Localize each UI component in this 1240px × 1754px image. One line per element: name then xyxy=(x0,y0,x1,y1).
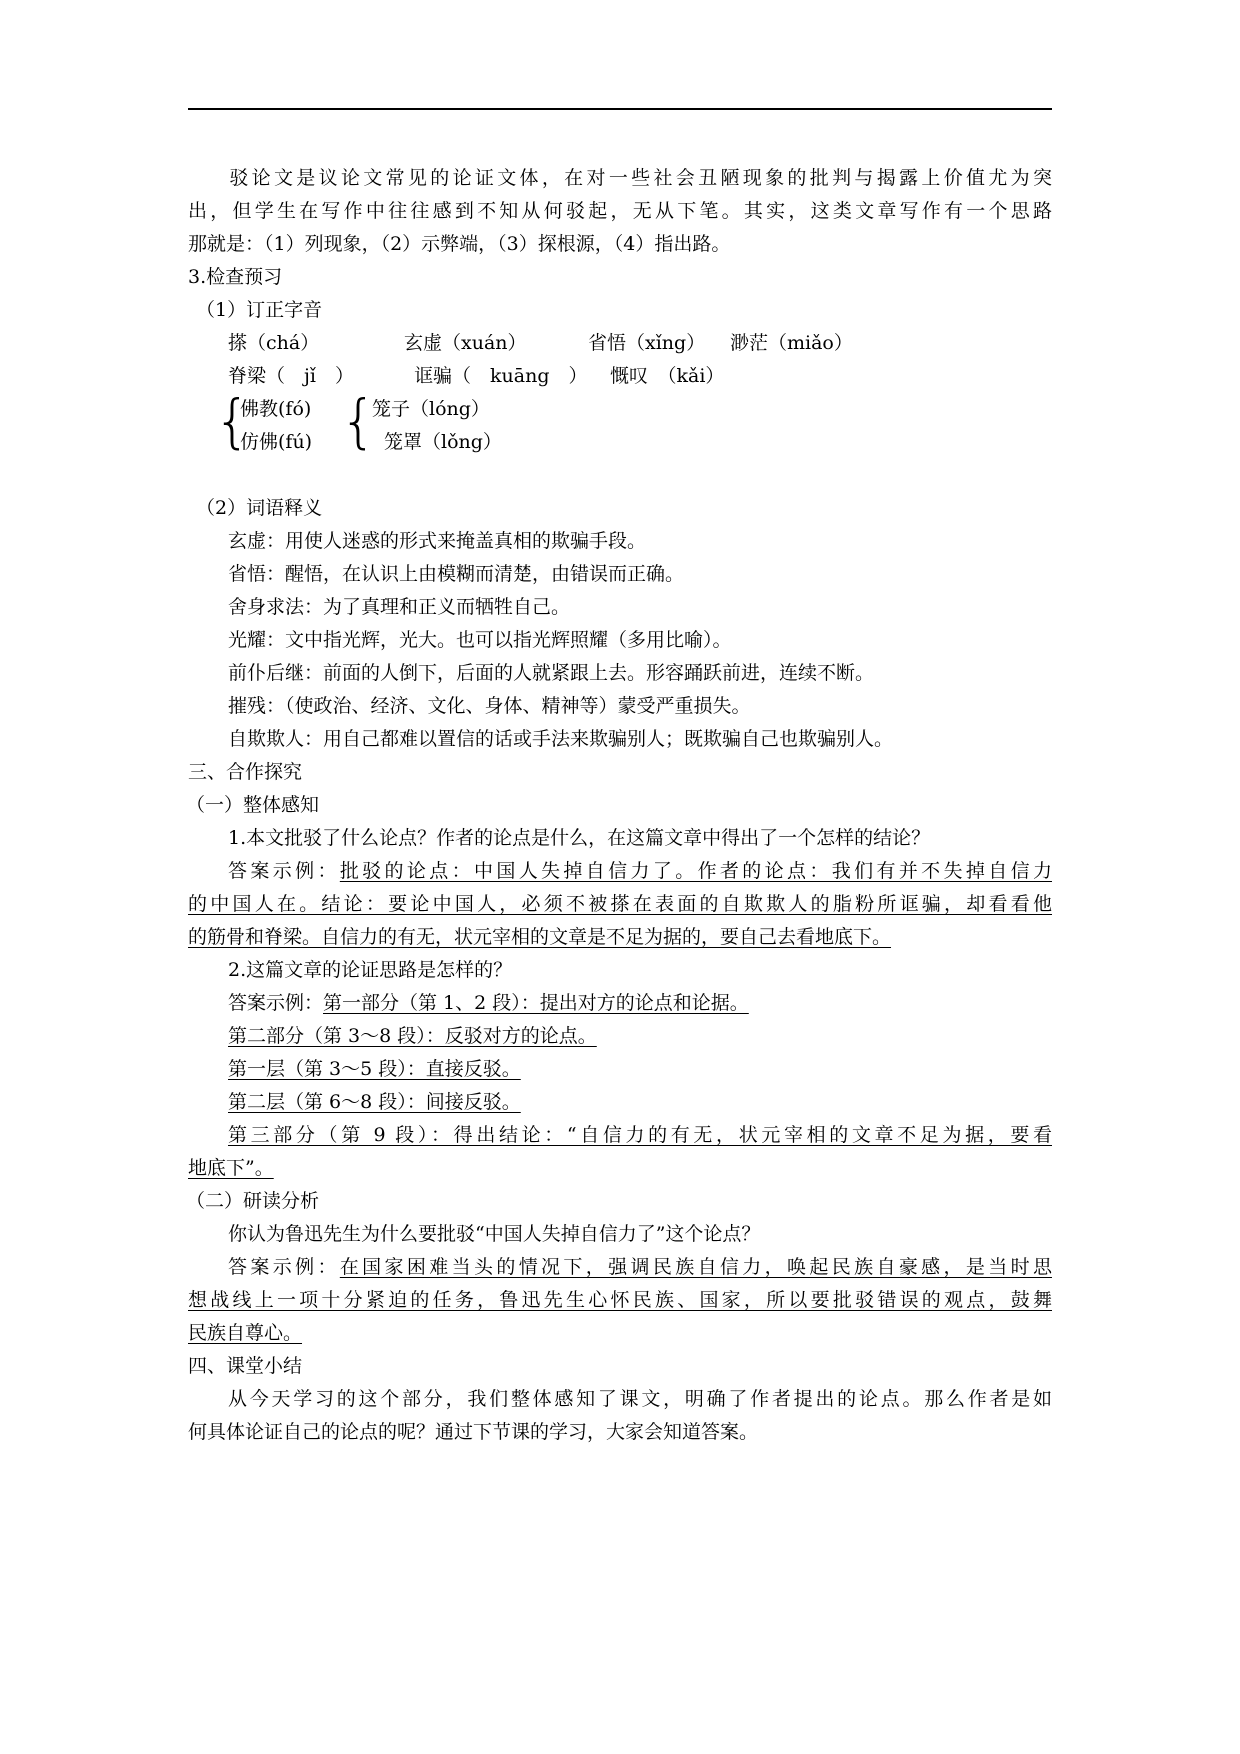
vocab-item: 光耀：文中指光辉，光大。也可以指光辉照耀（多用比喻）。 xyxy=(228,629,732,651)
summary-line-1: 从今天学习的这个部分，我们整体感知了课文，明确了作者提出的论点。那么作者是如 xyxy=(228,1388,1052,1410)
summary-line-2: 何具体论证自己的论点的呢？通过下节课的学习，大家会知道答案。 xyxy=(188,1421,759,1443)
pinyin-item: 渺茫（miǎo） xyxy=(730,332,853,354)
preview-heading: 3.检查预习 xyxy=(188,266,283,288)
vocab-item: 前仆后继：前面的人倒下，后面的人就紧跟上去。形容踊跃前进，连续不断。 xyxy=(228,662,875,684)
subsection-heading: （一）整体感知 xyxy=(186,794,320,816)
pronunciation-heading: （1）订正字音 xyxy=(196,299,323,321)
answer-2-line-5: 第三部分（第 9 段）：得出结论：“自信力的有无，状元宰相的文章不足为据，要看 xyxy=(228,1124,1052,1146)
question-1: 1.本文批驳了什么论点？作者的论点是什么，在这篇文章中得出了一个怎样的结论？ xyxy=(228,827,931,849)
left-brace-icon: { xyxy=(214,387,251,455)
pinyin-item: 诓骗（ kuāng ） xyxy=(414,365,588,387)
section-heading: 三、合作探究 xyxy=(188,761,303,783)
answer-2-line-6: 地底下”。 xyxy=(188,1157,274,1179)
intro-line-2: 出，但学生在写作中往往感到不知从何驳起，无从下笔。其实，这类文章写作有一个思路 xyxy=(188,200,1052,222)
pinyin-item: 佛教(fó) xyxy=(240,398,312,420)
analysis-answer-line-1: 答案示例：在国家困难当头的情况下，强调民族自信力，唤起民族自豪感，是当时思 xyxy=(228,1256,1052,1278)
subsection-heading: （二）研读分析 xyxy=(186,1190,320,1212)
vocab-item: 省悟：醒悟，在认识上由模糊而清楚，由错误而正确。 xyxy=(228,563,685,585)
vocab-item: 玄虚：用使人迷惑的形式来掩盖真相的欺骗手段。 xyxy=(228,530,647,552)
answer-2-line-1: 答案示例：第一部分（第 1、2 段）：提出对方的论点和论据。 xyxy=(228,992,749,1014)
answer-2-line-3: 第一层（第 3～5 段）：直接反驳。 xyxy=(228,1058,521,1080)
header-rule xyxy=(188,108,1052,110)
analysis-answer-line-2: 想战线上一项十分紧迫的任务，鲁迅先生心怀民族、国家，所以要批驳错误的观点，鼓舞 xyxy=(188,1289,1052,1311)
answer-2-line-2: 第二部分（第 3～8 段）：反驳对方的论点。 xyxy=(228,1025,597,1047)
question-2: 2.这篇文章的论证思路是怎样的？ xyxy=(228,959,513,981)
pinyin-item: 省悟（xǐng） xyxy=(588,332,706,354)
analysis-question: 你认为鲁迅先生为什么要批驳“中国人失掉自信力了”这个论点？ xyxy=(228,1223,761,1245)
analysis-answer-line-3: 民族自尊心。 xyxy=(188,1322,303,1344)
vocab-item: 自欺欺人：用自己都难以置信的话或手法来欺骗别人；既欺骗自己也欺骗别人。 xyxy=(228,728,894,750)
pinyin-item: 脊梁（ jǐ ） xyxy=(228,365,354,387)
section-heading: 四、课堂小结 xyxy=(188,1355,303,1377)
left-brace-icon: { xyxy=(340,387,377,455)
intro-line-3: 那就是：（1）列现象，（2）示弊端，（3）探根源，（4）指出路。 xyxy=(188,233,731,255)
vocab-item: 舍身求法：为了真理和正义而牺牲自己。 xyxy=(228,596,571,618)
pinyin-item: 玄虚（xuán） xyxy=(404,332,527,354)
intro-line-1: 驳论文是议论文常见的论证文体，在对一些社会丑陋现象的批判与揭露上价值尤为突 xyxy=(226,167,1052,189)
answer-1-line-2: 的中国人在。结论：要论中国人，必须不被搽在表面的自欺欺人的脂粉所诓骗，却看看他 xyxy=(188,893,1052,915)
pinyin-item: 慨叹 （kǎi） xyxy=(610,365,725,387)
answer-2-line-4: 第二层（第 6～8 段）：间接反驳。 xyxy=(228,1091,521,1113)
pinyin-item: 仿佛(fú) xyxy=(240,431,313,453)
pinyin-item: 搽（chá） xyxy=(228,332,320,354)
vocab-item: 摧残：（使政治、经济、文化、身体、精神等）蒙受严重损失。 xyxy=(228,695,751,717)
pinyin-item: 笼子（lóng） xyxy=(372,398,490,420)
vocab-heading: （2）词语释义 xyxy=(196,497,323,519)
answer-1-line-1: 答案示例：批驳的论点：中国人失掉自信力了。作者的论点：我们有并不失掉自信力 xyxy=(228,860,1052,882)
answer-1-line-3: 的筋骨和脊梁。自信力的有无，状元宰相的文章是不足为据的，要自己去看地底下。 xyxy=(188,926,892,948)
pinyin-item: 笼罩（lǒng） xyxy=(384,431,502,453)
